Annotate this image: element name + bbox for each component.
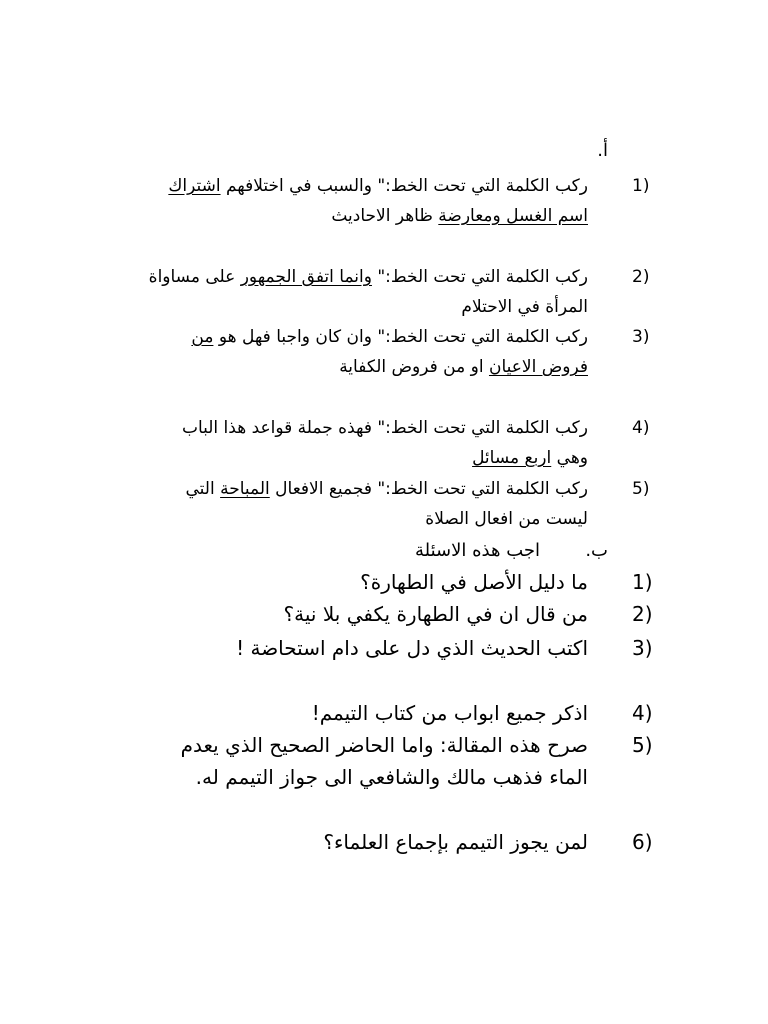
text-part: التي ليست من افعال الصلاة — [185, 479, 588, 529]
item-number: 3) — [632, 327, 650, 347]
item-text: اذكر جميع ابواب من كتاب التيمم! — [311, 701, 588, 725]
item-number: 6) — [632, 830, 653, 854]
item-number: 5) — [632, 479, 650, 499]
item-text: لمن يجوز التيمم بإجماع العلماء؟ — [323, 830, 588, 854]
section-b-label: ب. — [585, 540, 608, 561]
item-number: 1) — [632, 176, 650, 196]
item-text: صرح هذه المقالة: واما الحاضر الصحيح الذي يعدم الماء فذهب مالك والشافعي الى جواز التيمم له. — [180, 733, 588, 789]
section-a-label: أ. — [597, 140, 608, 161]
text-part: ظاهر الاحاديث — [331, 206, 439, 226]
item-number: 4) — [632, 701, 653, 725]
underlined-text: وانما اتفق الجمهور — [240, 267, 372, 287]
item-number: 1) — [632, 570, 653, 594]
item-text — [148, 474, 588, 534]
section-b-heading: اجب هذه الاسئلة — [414, 540, 540, 561]
text-part: او من فروض الكفاية — [339, 357, 489, 377]
item-number: 5) — [632, 733, 653, 757]
item-text — [148, 171, 588, 231]
underlined-text: من فروض الاعيان — [191, 327, 588, 377]
item-text — [148, 262, 588, 322]
item-text: اكتب الحديث الذي دل على دام استحاضة ! — [236, 636, 588, 660]
item-text: من قال ان في الطهارة يكفي بلا نية؟ — [283, 602, 588, 626]
underlined-text: اربع مسائل — [472, 448, 552, 468]
item-text — [148, 322, 588, 382]
text-part: ركب الكلمة التي تحت الخط:" والسبب في اختلافهم — [220, 176, 588, 196]
text-part: ركب الكلمة التي تحت الخط:" فهذه جملة قواعد هذا الباب وهي — [181, 418, 588, 468]
item-text: ما دليل الأصل في الطهارة؟ — [360, 570, 588, 594]
item-number: 2) — [632, 267, 650, 287]
item-number: 4) — [632, 418, 650, 438]
item-number: 3) — [632, 636, 653, 660]
text-part: ركب الكلمة التي تحت الخط:" فجميع الافعال — [269, 479, 588, 499]
item-number: 2) — [632, 602, 653, 626]
text-part: ركب الكلمة التي تحت الخط:" وان كان واجبا فهل هو — [213, 327, 588, 347]
text-part: ركب الكلمة التي تحت الخط:" — [371, 267, 588, 287]
text-part: على مساواة المرأة في الاحتلام — [148, 267, 588, 317]
item-text — [148, 413, 588, 473]
underlined-text: المباحة — [220, 479, 270, 499]
underlined-text: اشتراك اسم الغسل ومعارضة — [168, 176, 588, 226]
